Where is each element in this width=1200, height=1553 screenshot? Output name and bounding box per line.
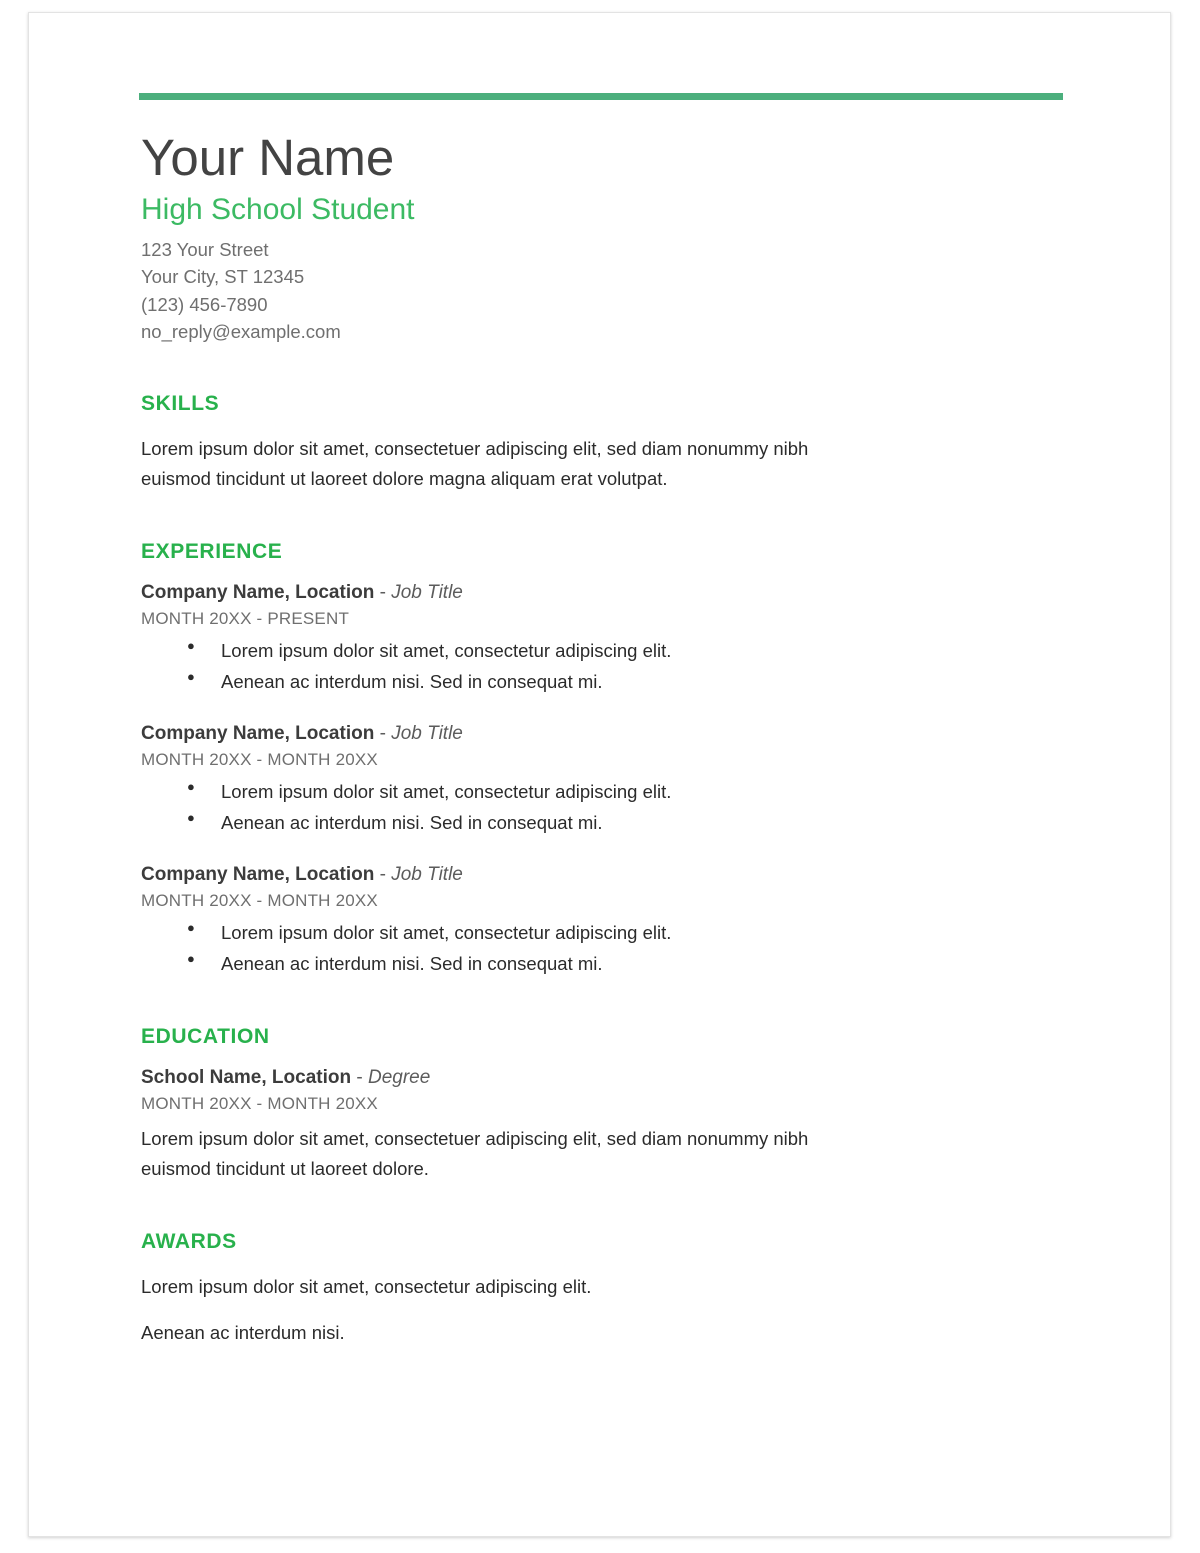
- contact-street: 123 Your Street: [141, 239, 269, 261]
- list-item: ● Lorem ipsum dolor sit amet, consectetur adipiscing elit.: [187, 776, 1069, 807]
- page-title: Your Name: [141, 129, 395, 186]
- list-item: ● Aenean ac interdum nisi. Sed in consequat mi.: [187, 807, 1069, 838]
- education-description: Lorem ipsum dolor sit amet, consectetuer adipiscing elit, sed diam nonummy nibh euismod tincidunt ut laoreet dolore.: [141, 1128, 809, 1179]
- resume-header: [139, 130, 1069, 346]
- section-skills: [139, 392, 1069, 494]
- resume-page: [28, 12, 1171, 1537]
- list-item: ● Aenean ac interdum nisi. Sed in consequat mi.: [187, 948, 1069, 979]
- award-item: Lorem ipsum dolor sit amet, consectetur adipiscing elit.: [141, 1275, 592, 1297]
- section-title-skills: SKILLS: [141, 391, 220, 415]
- section-title-experience: EXPERIENCE: [141, 539, 283, 563]
- contact-city: Your City, ST 12345: [141, 266, 305, 288]
- experience-job-title: Job Title: [391, 581, 463, 603]
- experience-company: Company Name, Location: [141, 581, 375, 603]
- experience-job-title: Job Title: [391, 863, 463, 885]
- experience-job-title: Job Title: [391, 722, 463, 744]
- list-item: ● Aenean ac interdum nisi. Sed in consequat mi.: [187, 666, 1069, 697]
- education-degree: Degree: [367, 1067, 431, 1088]
- skills-text: Lorem ipsum dolor sit amet, consectetuer adipiscing elit, sed diam nonummy nibh euismod tincidunt ut laoreet dolore magna aliquam erat volutpat.: [141, 437, 809, 489]
- section-title-awards: AWARDS: [141, 1229, 237, 1253]
- education-school: School Name, Location: [141, 1067, 352, 1088]
- experience-dates: MONTH 20XX - PRESENT: [141, 608, 350, 628]
- education-dash: -: [351, 1067, 368, 1088]
- experience-header: [141, 582, 1069, 604]
- experience-dates: MONTH 20XX - MONTH 20XX: [141, 749, 378, 769]
- contact-phone: (123) 456-7890: [141, 293, 268, 315]
- experience-entry: [139, 582, 1069, 697]
- experience-entry: [139, 864, 1069, 979]
- experience-bullets: [139, 917, 1069, 979]
- education-header: [141, 1067, 1069, 1089]
- experience-dash: -: [374, 722, 392, 744]
- experience-bullets: [139, 635, 1069, 697]
- list-item: ● Lorem ipsum dolor sit amet, consectetur adipiscing elit.: [187, 635, 1069, 666]
- header-subtitle: High School Student: [141, 193, 415, 227]
- experience-header: [141, 723, 1069, 745]
- experience-bullets: [139, 776, 1069, 838]
- top-accent-rule: [139, 93, 1063, 100]
- education-dates: MONTH 20XX - MONTH 20XX: [141, 1094, 378, 1113]
- experience-company: Company Name, Location: [141, 863, 375, 885]
- section-awards: [139, 1230, 1069, 1348]
- section-experience: [139, 540, 1069, 979]
- section-education: [139, 1025, 1069, 1184]
- list-item: ● Lorem ipsum dolor sit amet, consectetur adipiscing elit.: [187, 917, 1069, 948]
- experience-company: Company Name, Location: [141, 722, 375, 744]
- contact-email: no_reply@example.com: [141, 321, 341, 343]
- award-item: Aenean ac interdum nisi.: [141, 1321, 345, 1343]
- experience-dash: -: [374, 863, 392, 885]
- experience-entry: [139, 723, 1069, 838]
- experience-dash: -: [374, 581, 392, 603]
- experience-dates: MONTH 20XX - MONTH 20XX: [141, 890, 378, 910]
- section-title-education: EDUCATION: [141, 1025, 270, 1048]
- resume-content: [139, 93, 1069, 1348]
- experience-header: [141, 864, 1069, 886]
